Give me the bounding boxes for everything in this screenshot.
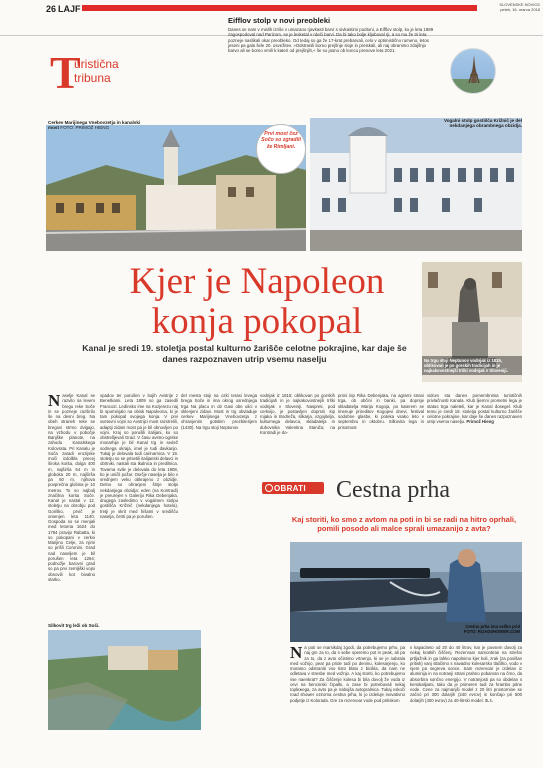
logo-line1: uristična [74, 57, 119, 71]
logo-letter: T [50, 47, 81, 98]
headline-line2: konja pokopal [151, 301, 363, 342]
article-headline [92, 262, 422, 342]
article-column-2: vpadov ter porušen v bojih Avstrije z Benetkami. Leta 1809 so ga zasedli Francozi. Ledinsko ime na Kozjerezu naj bi spominjalo na obisk Napoleona, ki je tam pokopal svojega konja. V prvi svetovni vojni so Avstrijci most razstrelili, adaptji zidani most pa je bil obnovljen po vojni. Kraj so porušili italijani, ko so obstrelljevali Grad. V času avstro-ogrske monarhije je bil Kanal trg in sedež sodnega okraja, imel je tudi davkarijo. Tukaj je delovala tudi carinarnica. V 19. stoletju so se prisetili italijanski delavci in obrtniki, nastali sta tkalnica in predilnica. Tovarna svile je delovala do leta 1908, ko je uničil požar. Osrčje naselja je bilo v srednjem veku obkrajeno z obzidje. Delno so ohranjeni štirje stolpi nekdanjega obzidja: eden (na Kontradi) je preurejen v Galerijo Rika Debenjaka, drugega zasledimo v vogalnem stolpu gostišča Križnič (nekdanjega hotela), tretji je skrit med hišami v središču naselja, četrti pa je porušen. [100, 393, 178, 519]
headline-line1: Kjer je Napoleon [129, 261, 385, 302]
page-number: 26 [46, 4, 57, 14]
publication-date: petek, 16. marca 2018 [500, 7, 540, 12]
publication-name: SLOVENSKE NOVICE [499, 2, 540, 7]
side-title: Cestna prha [336, 477, 450, 503]
krizinic-caption: Vogalni stolp gostišča Križnič je del nekdanjega obrambnega obzidja. [443, 118, 522, 129]
article-dropcap: N [48, 393, 61, 410]
article-column-4: vodnjak iz 1815; oblikovan po gorskih tradicijah in je najkakovostnejši trški vodnjak v Sloveniji. Naspreti, pod cerkvijo, je postavljen doprsni kip rojaka in Bodreža, slikarja, vzgojitelja, kulturnega delavca, skladatelja in duhovnika Valentina Staniča; na Kontradi je do- [260, 393, 335, 435]
side-dropcap: N [290, 645, 303, 662]
church-caption-text: Cerkev Marijinega Vnebovzetja in kanalski most [48, 120, 141, 131]
road-shower-caption [452, 624, 520, 634]
road-shower-caption-text: Cestna prha ima veliko prid [465, 624, 520, 629]
refresh-icon [265, 484, 273, 492]
side-column-2 [410, 645, 522, 747]
article-author: Primož Hieng [466, 419, 494, 425]
side-subhead: Kaj storiti, ko smo z avtom na poti in bi se radi na hitro oprhali, pomili posodo ali malce sprali umazanijo z avta? [291, 515, 517, 533]
side-author: S. I. [485, 697, 493, 703]
church-bridge-caption [48, 120, 148, 131]
side-column-1 [290, 645, 405, 747]
publication-info [480, 2, 540, 12]
side-col2-text: s kapaciteto od 20 do 40 litrov, kar je povsem dovolj za nekaj kratkih čiščenj. Rezervoar namontiran na strešni prtljažnik in ga lahko napolnimo kjer koli, zrak (za povišan pritisk) vanj stlačimo s navadno kolesarsko tlačilko, vodo v njem pa segreva sonce. Sam rezervoar je izdelan iz aluminija in na notranji strani prahno pobarvan na črno, da absorbira sončno energijo. V notranjosti pa so obdelan s kemikalijami, tako da je primeren tudi za hrambo pitne vode. Cene za najmanjši model z 20 litri prostornine se začnó pri 300 dolarjih (240 evrov) in končajo pri 500 dolarjih (400 evrov) za 40-litrski model. [410, 645, 522, 703]
eiffel-text: Danes se nam v mislih izriše v umazano rjavkasti barvi s sivkastimi podtoni, a Eifflov stolp, ko je leta 1889 zagospodoval nad Parizom, se je lesketal v rdeči barvi. Da bi tako bolje kljuboval rji, a so mu že tri leta pozneje naslikali okar preobleko. Od tedaj so ga že 17-krat prebarvali, celo v optimistično rumeno, letos jeseni pa gala šele 20. osvežitev. »Odstranili bomo prejšnje sloje in preiskali, ali naj obranimo zdajšnjo barvo ali se bomo vrnili k kateri od prejšnjih,« še so jasno ob koncu prenove leta 2021. [228, 27, 434, 54]
header-red-bar [82, 5, 477, 11]
article-col6-text: vidcev sta danes pomembnima turističnih privlačnosti Kanala. Klub ljiemni prometni lega je status trga naleteli, kar je Kanal dosegel. Klub temu je sredi 19. stoletja postal kulturno žarišče celotne pokrajine, kar daje še danes razpoznaven utrip vsemu naselju. [427, 393, 522, 425]
section-brand: LAJF [58, 4, 81, 14]
quote-text: Prvi most čez Sočo so zgradili že Rimljani. [261, 131, 301, 150]
article-column-5: prsni kip Rika Debenjaka, na agrarni strani trga, ob občini in banki, pa doprsje skladatelja Marija Kogoja, po katerem se imenuje prireditev Kogojevi dnevi, festival sodobne glasbe, ki poteka vsako leto v septembru in oktobru. Silkovita lega in prisotnost [338, 393, 424, 430]
article-subhead: Kanal je sredi 19. stoletja postal kulturno žarišče celotne pokrajine, kar daje še danes razpoznaven utrip vsemu naselju [82, 343, 407, 364]
eiffel-tower-photo [450, 48, 496, 94]
turisticna-tribuna-logo [48, 47, 128, 100]
road-shower-credit: FOTO: ROADSHOWER.COM [463, 629, 520, 634]
eiffel-title: Eifflov stolp v novi preobleki [228, 16, 331, 25]
soca-caption: Silkovit trg leži ob Soči. [48, 623, 100, 628]
eiffel-brief [228, 16, 438, 53]
neptune-caption: Na trgu stoji Neptunov vodnjak iz 1815, oblikovan je po gorskih tradicijah in je najkakovostnejši trški vodnjak v Sloveniji. [422, 356, 522, 375]
krizinic-building-photo [310, 118, 522, 251]
soca-river-photo [48, 630, 201, 730]
church-caption-credit: FOTO: PRIMOŽ HIENG [60, 125, 110, 131]
side-col1-text: a poti se marsikdaj zgodi, da potrebujemo prho, pa naj gre za to, da s sebe speremo pot in peak, ali pa za to, da z avto očistimo vrtnenjo, ki se je nabrala med vožnjo, pear pa pride tudi po deninu, kolesarjenju, ko moramo odstraniti vso tisto blato z biciklа, da nam ne odletava v stresbe med vožnjo. A kaj storiti, ko potrebujemo vse naenkrat? Za čiščenje kolesa bi bila dovolj že voda iz cevi na bencinski črpalki, a zase bi potrebovali nekaj topleжega, za avto pa je nabojša avtopralnica. Tukaj vskoči road shower oziroma cestna prha, ki jo izdeluje inovativno podjetje iz Kolorada. Gre za rezervoar vode pod pritiskom [290, 645, 405, 703]
logo-line2: tribuna [74, 71, 111, 85]
article-column-3: del mesta stoji na ozki terasi levega brega Soče in ima okrog osrednjega trga Na placu in ob Gasi obe ulici v sklenjeni zidavi. Most in trg obvladuje cerkev Marijinega Vnebovzetja z ohranjenim gotskim prezbiterijem (1430). Na trgu stoji Neptunov [181, 393, 257, 430]
article-column-1 [48, 393, 95, 623]
article-column-6 [427, 393, 522, 461]
article-col1-text: aselje Kanal se razvilo na levem bregu reke Soče in se pozneje razširilo še na desni breg. Na obeh straneh reke se bregovi strmo dvigajo, na vzhodu v pobočje Banjške planote, na zahodu Kanalskega Kolovrata. Pri Kanalu je Soča zaradi erozijske moči izdolbla precej široka korita, dolga 400 m, najširša 54 m in globoka 20 m, najširša pa 60 m, njihova povprečna globina je 10 metrov. To so najbolj značilna korita Soče. Kanal je nastal v 12. stoletju na obrobju pod Goriško, prvič je omenjen leta 1140. Gospoda so se menjali med letoma 1624 do 1794 pravijo Rabatta, ki so pokopani v cerkvi Marijino Celje, za njimi so prišli Coronini. Grad nad naseljem je bil porušen leta 1264; podnožje barovni grad so pa prvi zemljiški vojni obnovili kot bivalno starko. [48, 393, 95, 582]
obrati-label: OBRATI [274, 484, 306, 493]
